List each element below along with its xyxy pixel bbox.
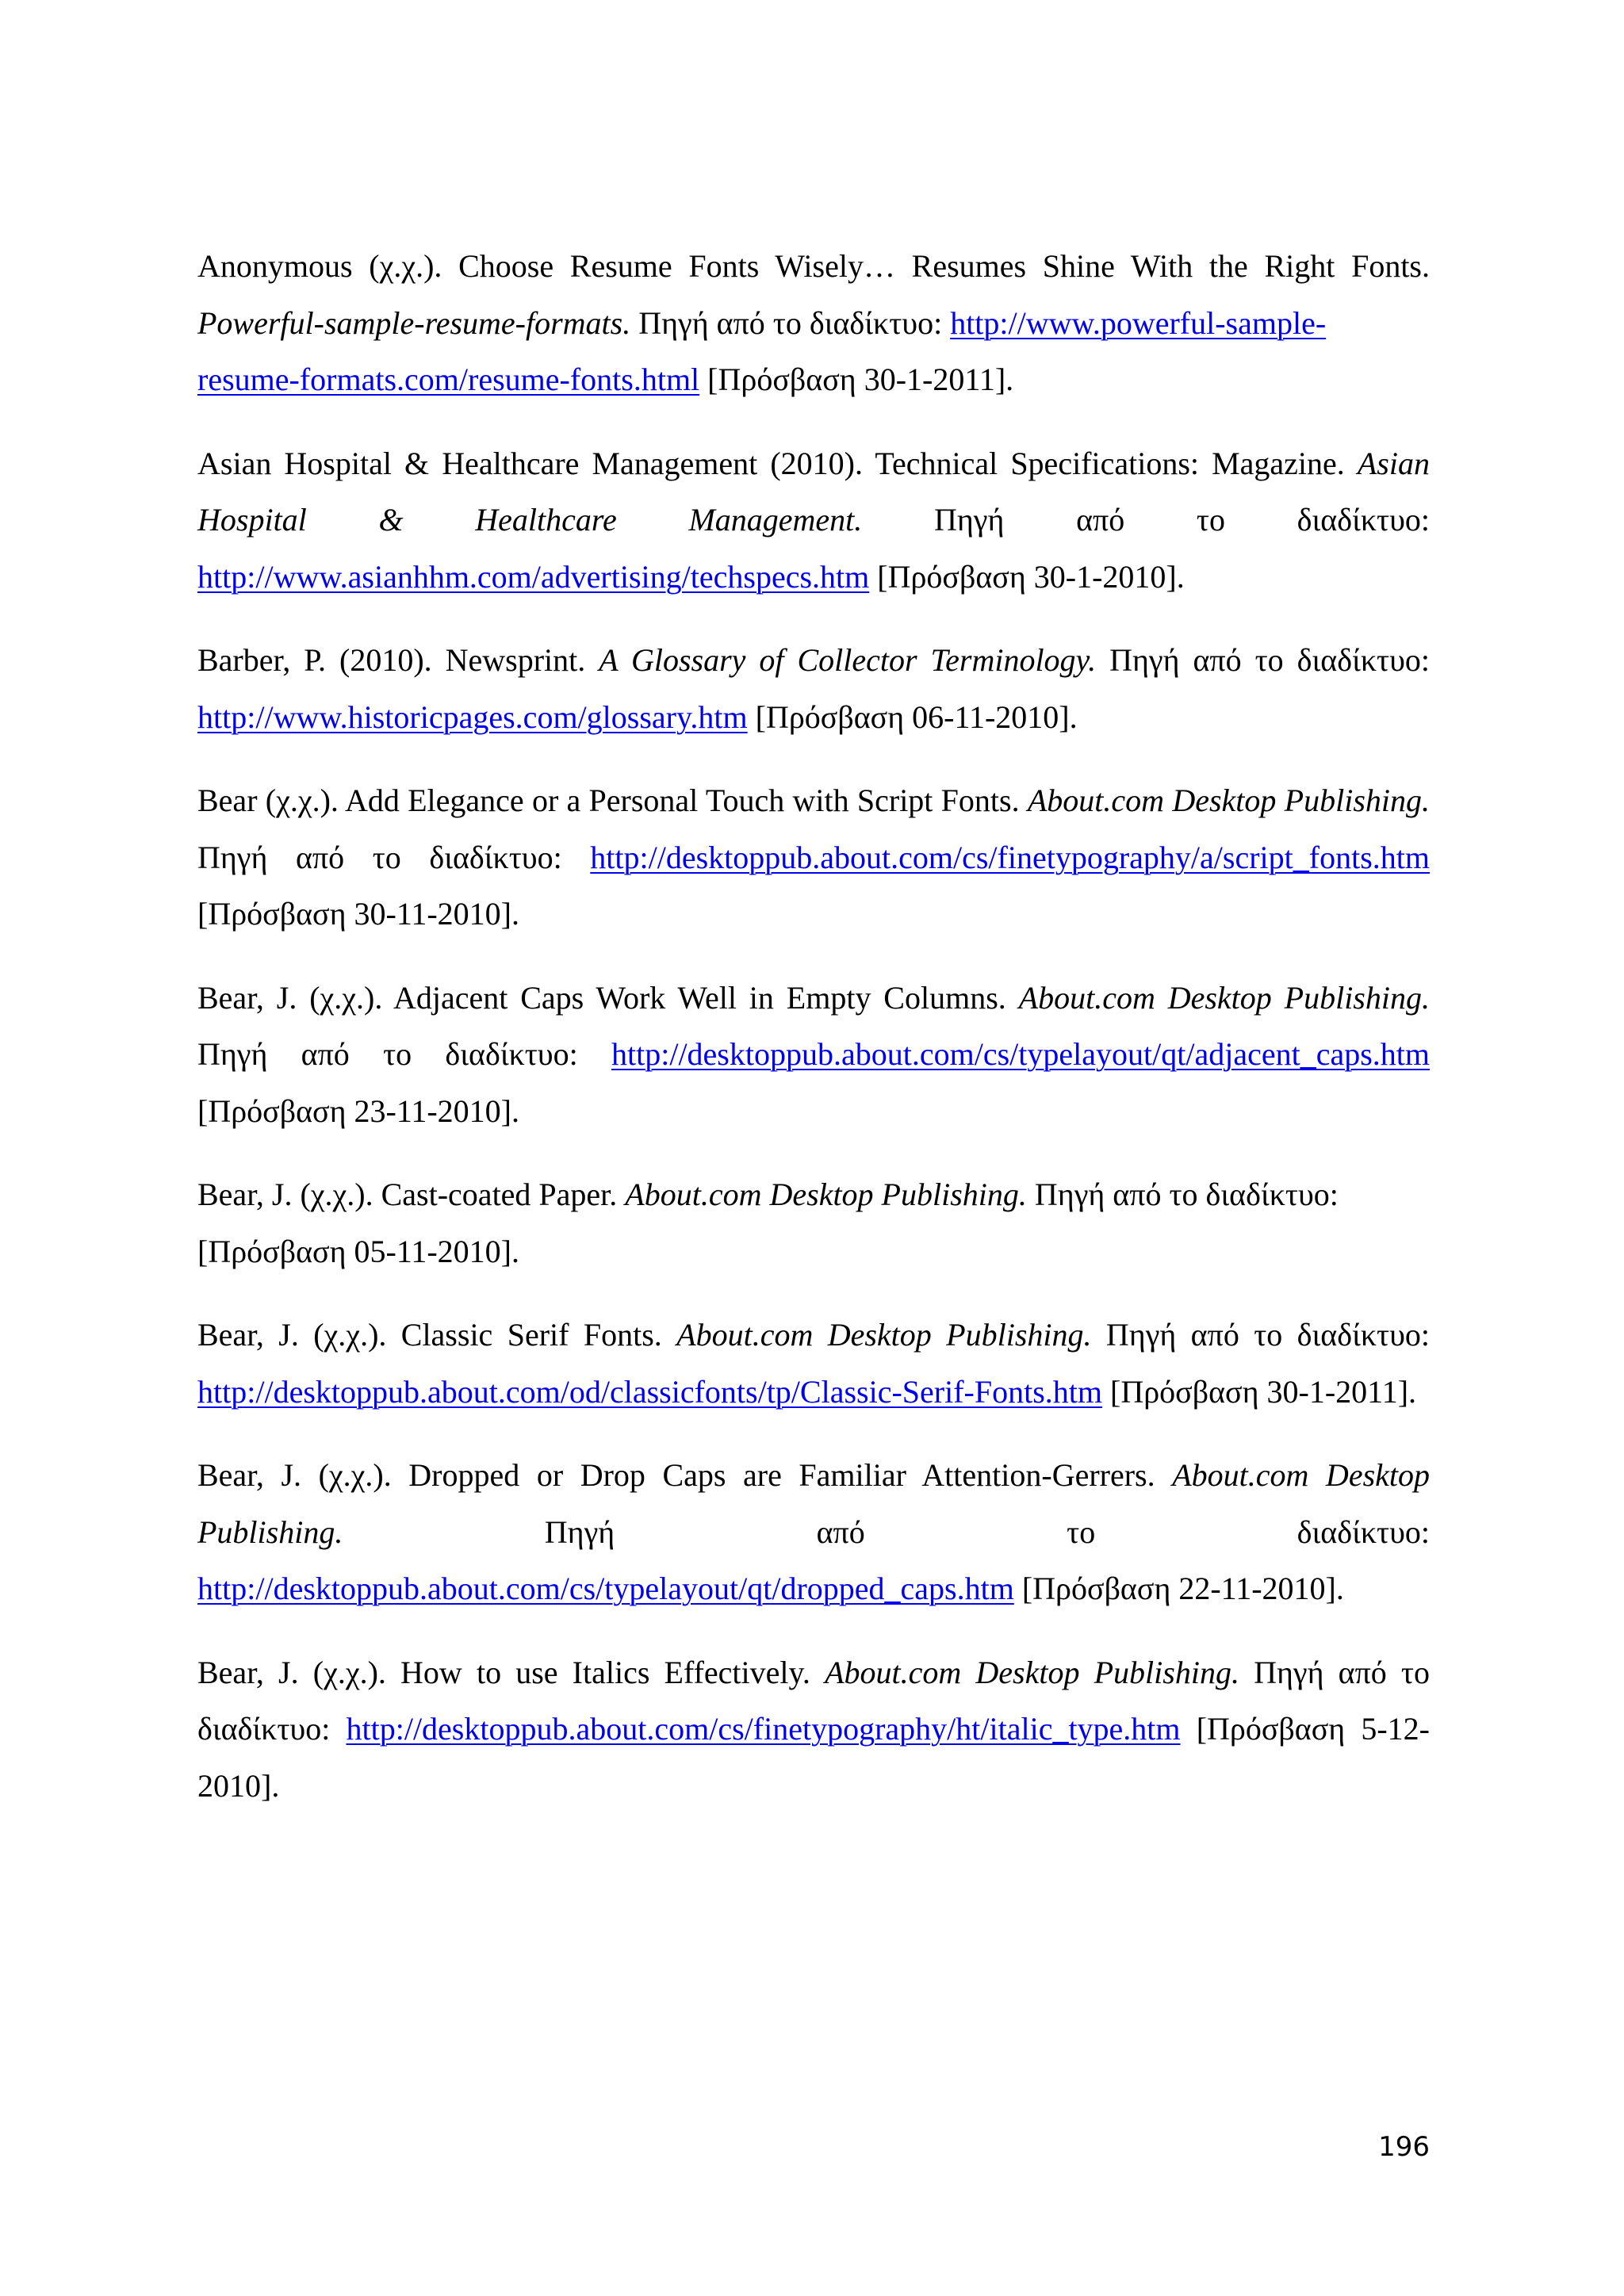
reference-link[interactable]: http://desktoppub.about.com/cs/typelayout/qt/dropped_caps.htm xyxy=(197,1571,1014,1606)
page-number: 196 xyxy=(1378,2131,1430,2163)
reference-entry xyxy=(197,238,1430,408)
reference-link[interactable]: http://desktoppub.about.com/od/classicfonts/tp/Classic-Serif-Fonts.htm xyxy=(197,1373,1103,1410)
reference-text: Πηγή από το διαδίκτυο: xyxy=(197,1036,611,1072)
reference-entry xyxy=(197,970,1430,1140)
reference-link-part: http://www.powerful-sample- xyxy=(950,304,1327,341)
reference-source-title: A Glossary of Collector Terminology. xyxy=(599,642,1097,678)
reference-text: Πηγή από το διαδίκτυο: xyxy=(197,839,591,875)
reference-source-title: Powerful-sample-resume-formats. xyxy=(197,304,631,341)
reference-entry xyxy=(197,632,1430,745)
reference-source-title: About.com Desktop Publishing. xyxy=(825,1654,1239,1690)
reference-text: Bear, J. (χ.χ.). Classic Serif Fonts. xyxy=(197,1317,677,1353)
reference-link[interactable]: http://desktoppub.about.com/cs/finetypography/ht/italic_type.htm xyxy=(346,1711,1181,1747)
reference-source-title: About.com Desktop Publishing. xyxy=(676,1317,1092,1353)
reference-list xyxy=(197,238,1430,1841)
reference-access-date: [Πρόσβαση 30-1-2010]. xyxy=(869,558,1185,595)
reference-text: Bear, J. (χ.χ.). Dropped or Drop Caps are Familiar Attention-Gerrers. xyxy=(197,1457,1173,1493)
reference-entry xyxy=(197,435,1430,606)
reference-text: Πηγή από το διαδίκτυο: xyxy=(197,1654,1431,1747)
reference-source-title: Asian Hospital & Healthcare Management. xyxy=(197,445,1430,538)
reference-text: Πηγή από το διαδίκτυο: xyxy=(1026,1177,1339,1212)
reference-link[interactable]: http://desktoppub.about.com/cs/finetypography/a/script_fonts.htm xyxy=(590,839,1430,875)
reference-text: Bear (χ.χ.). Add Elegance or a Personal Touch with Script Fonts. xyxy=(197,783,1028,818)
reference-access-date: [Πρόσβαση 23-11-2010]. xyxy=(197,1093,519,1129)
reference-link-part: resume-formats.com/resume-fonts.html xyxy=(197,362,700,397)
reference-access-date: [Πρόσβαση 30-1-2011]. xyxy=(699,362,1014,397)
reference-source-title: About.com Desktop Publishing. xyxy=(1018,979,1430,1016)
reference-access-date: [Πρόσβαση 06-11-2010]. xyxy=(747,698,1078,735)
reference-access-date: [Πρόσβαση 22-11-2010]. xyxy=(1013,1571,1344,1606)
reference-entry xyxy=(197,1644,1430,1815)
reference-text: Πηγή από το διαδίκτυο: xyxy=(630,304,951,341)
reference-link[interactable]: http://desktoppub.about.com/cs/typelayout/qt/adjacent_caps.htm xyxy=(611,1036,1430,1072)
reference-text: Πηγή από το διαδίκτυο: xyxy=(1096,642,1430,678)
reference-source-title: About.com Desktop Publishing. xyxy=(625,1177,1027,1212)
reference-source-title: About.com Desktop Publishing. xyxy=(1027,783,1431,818)
reference-access-date: [Πρόσβαση 30-11-2010]. xyxy=(197,896,519,932)
reference-text: Bear, J. (χ.χ.). How to use Italics Effectively. xyxy=(197,1654,825,1690)
reference-text: Barber, P. (2010). Newsprint. xyxy=(197,642,599,678)
reference-text: Asian Hospital & Healthcare Management (2010). Technical Specifications: Magazine. xyxy=(197,445,1358,481)
reference-entry xyxy=(197,1166,1430,1280)
reference-access-date: [Πρόσβαση 05-11-2010]. xyxy=(197,1233,519,1269)
reference-text: Bear, J. (χ.χ.). Cast-coated Paper. xyxy=(197,1177,626,1212)
reference-link[interactable]: http://www.historicpages.com/glossary.htm xyxy=(197,698,748,735)
reference-text: Anonymous (χ.χ.). Choose Resume Fonts Wisely… Resumes Shine With the Right Fonts. xyxy=(197,248,1430,284)
reference-access-date: [Πρόσβαση 5-12-2010]. xyxy=(197,1711,1430,1804)
reference-text: Bear, J. (χ.χ.). Adjacent Caps Work Well in Empty Columns. xyxy=(197,979,1019,1016)
reference-access-date: [Πρόσβαση 30-1-2011]. xyxy=(1102,1373,1417,1410)
reference-link[interactable]: http://www.asianhhm.com/advertising/techspecs.htm xyxy=(197,558,870,595)
reference-text: Πηγή από το διαδίκτυο: xyxy=(1091,1317,1430,1353)
reference-text: Πηγή από το διαδίκτυο: xyxy=(343,1513,1430,1550)
reference-text: Πηγή από το διαδίκτυο: xyxy=(862,502,1430,538)
reference-entry xyxy=(197,772,1430,943)
reference-entry xyxy=(197,1307,1430,1420)
reference-entry xyxy=(197,1447,1430,1617)
reference-source-title: About.com Desktop Publishing. xyxy=(197,1457,1431,1550)
